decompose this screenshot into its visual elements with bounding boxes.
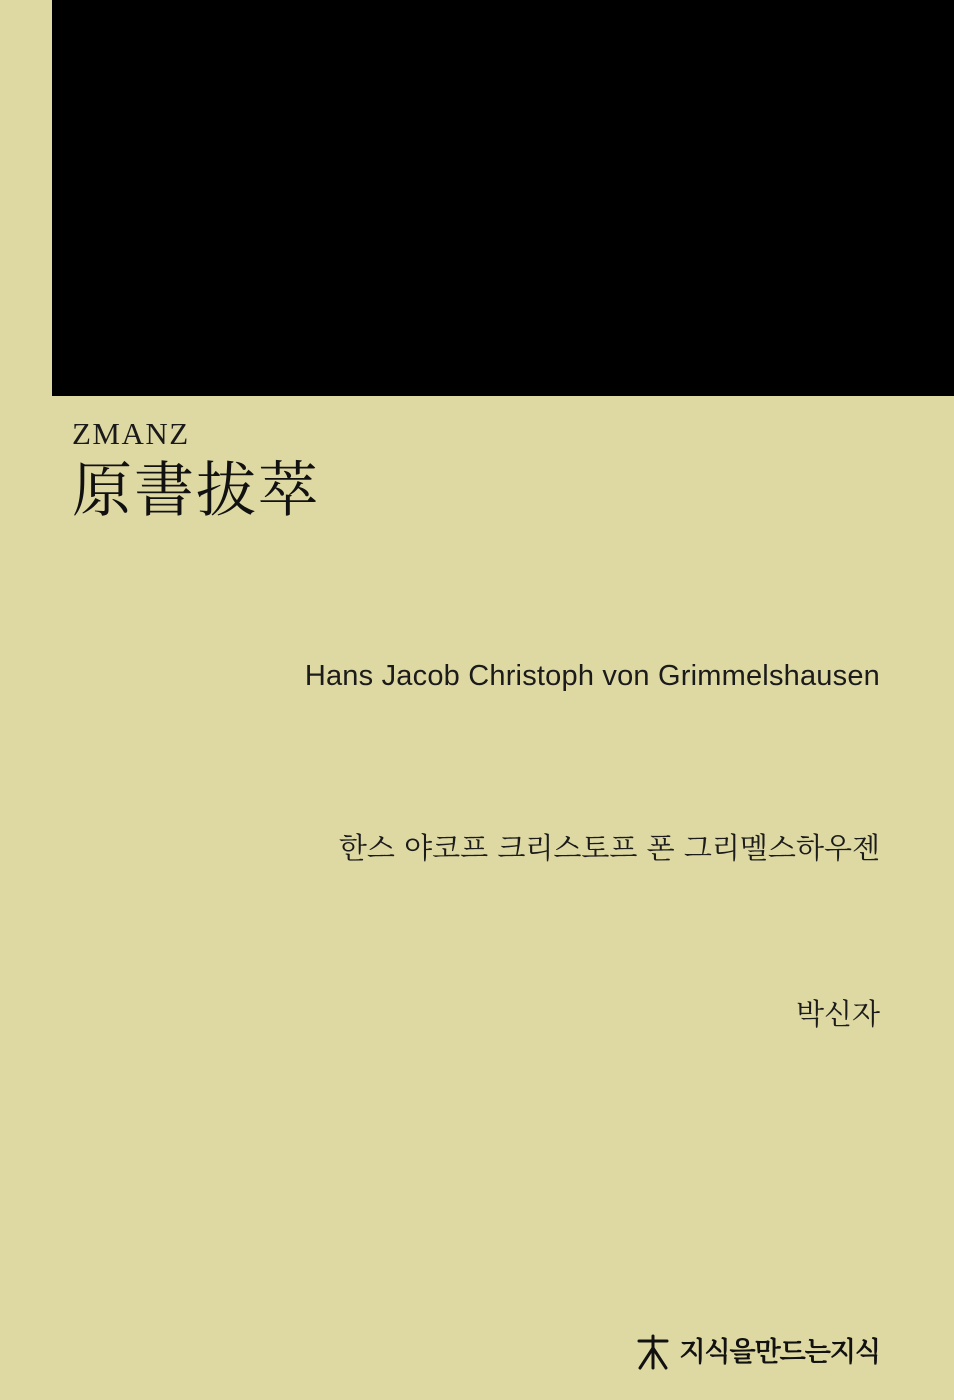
publisher-block [635,1332,880,1372]
publisher-name: 지식을만드는지식 [679,1336,880,1368]
author-name-original: Hans Jacob Christoph von Grimmelshausen [304,660,880,692]
author-name-korean: 한스 야코프 크리스토프 폰 그리멜스하우젠 [338,831,880,865]
translator-name-korean: 박신자 [795,997,880,1031]
imprint-hanja-name: 原書拔萃 [72,456,320,526]
zmanz-logo-icon [635,1332,671,1372]
cover-left-margin-strip [0,0,52,396]
imprint-block [72,418,320,526]
imprint-roman-name: ZMANZ [72,416,190,451]
cover-header-block [52,0,954,396]
